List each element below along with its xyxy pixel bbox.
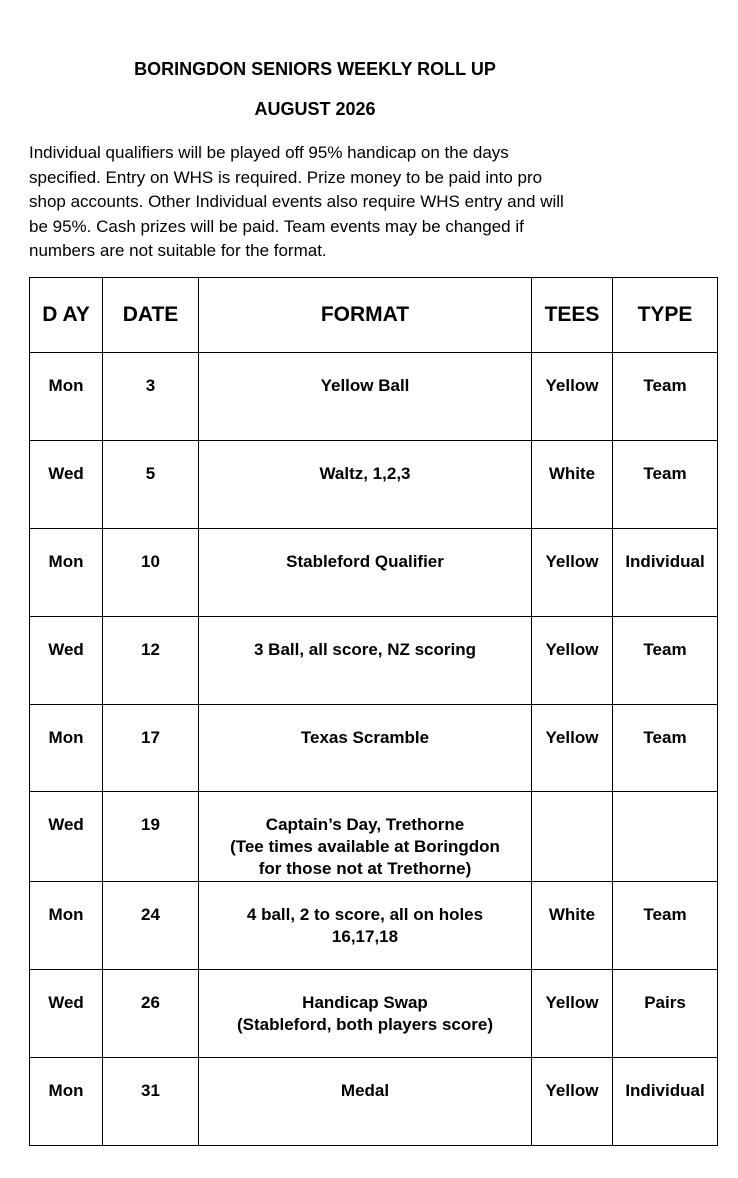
intro-line: specified. Entry on WHS is required. Prize money to be paid into pro — [29, 167, 543, 187]
cell-tees: Yellow — [532, 970, 613, 1058]
intro-line: numbers are not suitable for the format. — [29, 241, 327, 260]
cell-type: Team — [613, 616, 718, 704]
cell-type: Team — [613, 353, 718, 441]
format-line: for those not at Trethorne) — [258, 859, 472, 879]
intro-line: shop accounts. Other Individual events also require WHS entry and will — [29, 192, 564, 211]
table-row — [30, 353, 718, 441]
format-line: 16,17,18 — [331, 927, 399, 947]
cell-format — [199, 616, 532, 704]
page-subtitle: AUGUST 2026 — [254, 99, 376, 119]
cell-date: 12 — [103, 616, 199, 704]
cell-format — [199, 1058, 532, 1146]
cell-day: Mon — [30, 1058, 103, 1146]
cell-date: 31 — [103, 1058, 199, 1146]
header-date: DATE — [103, 278, 199, 353]
cell-date: 5 — [103, 440, 199, 528]
cell-tees: White — [532, 440, 613, 528]
format-line: Handicap Swap — [302, 993, 428, 1013]
intro-paragraph — [29, 141, 619, 264]
cell-day: Mon — [30, 528, 103, 616]
cell-day: Wed — [30, 440, 103, 528]
schedule-table — [29, 277, 718, 1146]
cell-date: 19 — [103, 792, 199, 882]
cell-tees: Yellow — [532, 616, 613, 704]
cell-date: 26 — [103, 970, 199, 1058]
header-type: TYPE — [613, 278, 718, 353]
cell-format — [199, 353, 532, 441]
table-header-row — [30, 278, 718, 353]
format-line: Texas Scramble — [300, 727, 430, 747]
cell-type: Pairs — [613, 970, 718, 1058]
cell-format — [199, 792, 532, 882]
format-line: Captain’s Day, Trethorne — [265, 815, 465, 835]
format-line: 4 ball, 2 to score, all on holes — [246, 905, 484, 925]
table-row — [30, 1058, 718, 1146]
table-row — [30, 528, 718, 616]
table-row — [30, 440, 718, 528]
cell-day: Mon — [30, 704, 103, 792]
table-row — [30, 616, 718, 704]
cell-tees — [532, 792, 613, 882]
intro-line: Individual qualifiers will be played off 95% handicap on the days — [29, 143, 509, 162]
header-tees: TEES — [532, 278, 613, 353]
cell-type: Team — [613, 704, 718, 792]
header-format: FORMAT — [199, 278, 532, 353]
cell-type: Team — [613, 440, 718, 528]
cell-tees: Yellow — [532, 1058, 613, 1146]
cell-date: 3 — [103, 353, 199, 441]
page-title: BORINGDON SENIORS WEEKLY ROLL UP — [134, 59, 496, 79]
cell-format — [199, 970, 532, 1058]
cell-day: Wed — [30, 970, 103, 1058]
format-line: Yellow Ball — [320, 376, 410, 395]
table-row — [30, 970, 718, 1058]
cell-date: 10 — [103, 528, 199, 616]
cell-format — [199, 528, 532, 616]
cell-date: 24 — [103, 882, 199, 970]
cell-day: Mon — [30, 882, 103, 970]
format-line: (Tee times available at Boringdon — [230, 837, 500, 857]
cell-format — [199, 440, 532, 528]
cell-type: Team — [613, 882, 718, 970]
cell-format — [199, 882, 532, 970]
cell-day: Wed — [30, 792, 103, 882]
format-line: (Stableford, both players score) — [237, 1015, 493, 1035]
format-line: 3 Ball, all score, NZ scoring — [253, 639, 477, 659]
format-line: Waltz, 1,2,3 — [319, 463, 411, 483]
cell-type — [613, 792, 718, 882]
table-row — [30, 792, 718, 882]
cell-day: Mon — [30, 353, 103, 441]
cell-date: 17 — [103, 704, 199, 792]
table-row — [30, 882, 718, 970]
format-line: Medal — [340, 1081, 390, 1101]
cell-type: Individual — [613, 1058, 718, 1146]
cell-format — [199, 704, 532, 792]
cell-day: Wed — [30, 616, 103, 704]
cell-type: Individual — [613, 528, 718, 616]
table-row — [30, 704, 718, 792]
intro-line: be 95%. Cash prizes will be paid. Team events may be changed if — [29, 216, 524, 236]
cell-tees: Yellow — [532, 704, 613, 792]
cell-tees: Yellow — [532, 528, 613, 616]
cell-tees: White — [532, 882, 613, 970]
header-day: D AY — [30, 278, 103, 353]
format-line: Stableford Qualifier — [286, 551, 444, 571]
cell-tees: Yellow — [532, 353, 613, 441]
